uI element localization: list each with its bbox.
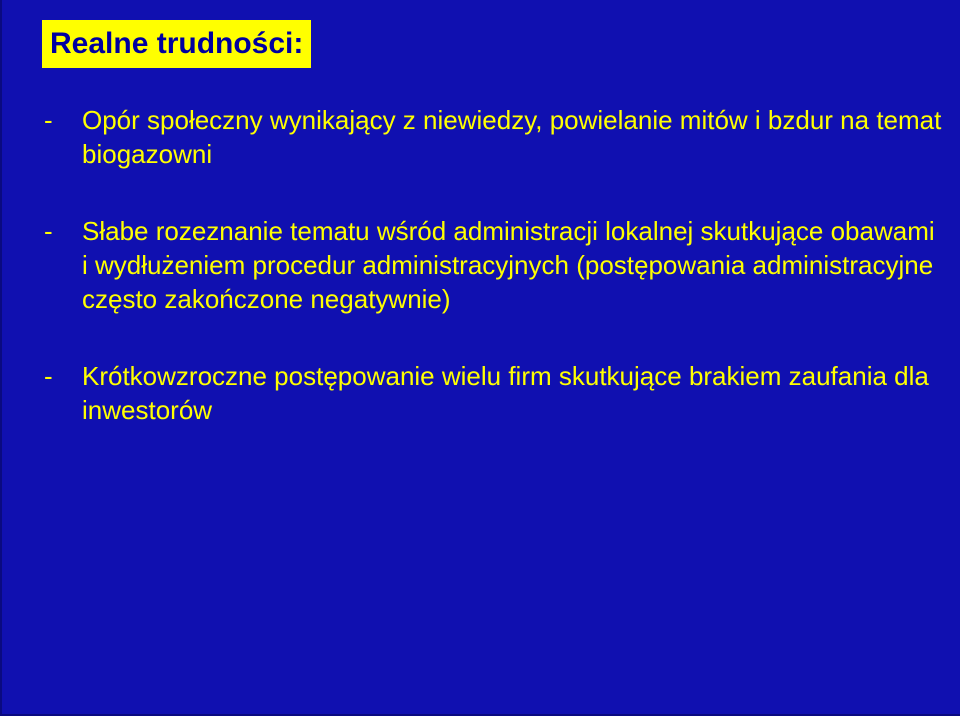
bullet-list [44,103,944,427]
bullet-marker: - [44,105,53,135]
bullet-item-3 [44,359,944,427]
bullet-text: Opór społeczny wynikający z niewiedzy, powielanie mitów i bzdur na temat biogazowni [82,105,942,169]
bullet-item-2 [44,214,944,316]
bullet-marker: - [44,216,53,246]
bullet-text: Krótkowzroczne postępowanie wielu firm skutkujące brakiem zaufania dla inwestorów [82,361,929,425]
slide-title: Realne trudności: [42,20,311,68]
bullet-marker: - [44,361,53,391]
bullet-text: Słabe rozeznanie tematu wśród administracji lokalnej skutkujące obawami i wydłużeniem procedur administracyjnych (postępowania administracyjne często zakończone negatywnie) [82,216,935,314]
bullet-item-1 [44,103,944,171]
